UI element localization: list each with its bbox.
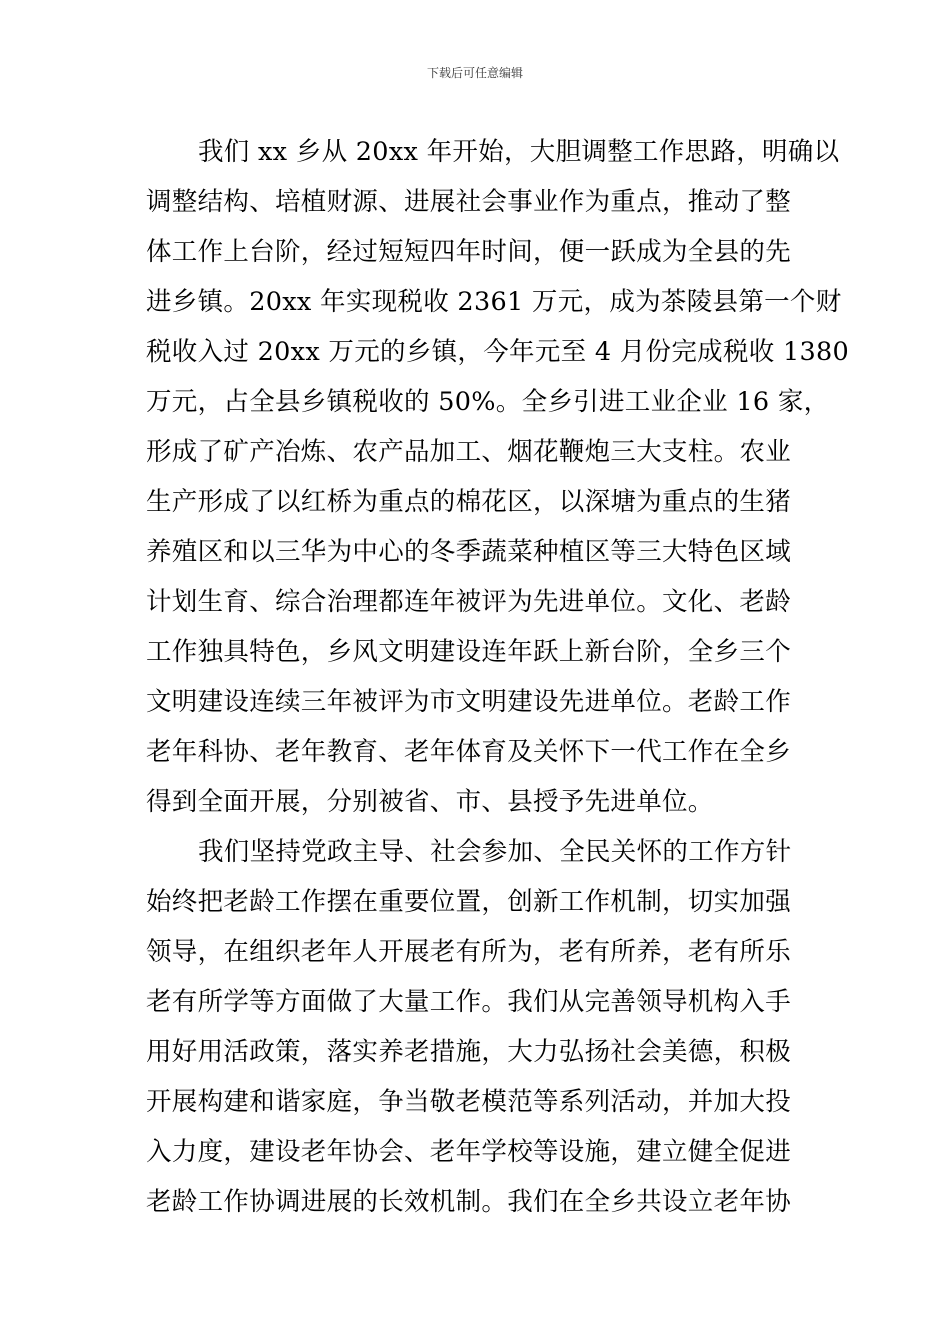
paragraph-line: 我们 xx 乡从 20xx 年开始，大胆调整工作思路，明确以 [198, 137, 840, 167]
paragraph-line: 进乡镇。20xx 年实现税收 2361 万元，成为茶陵县第一个财 [146, 287, 842, 317]
paragraph-line: 我们坚持党政主导、社会参加、全民关怀的工作方针 [198, 837, 792, 867]
paragraph-line: 领导，在组织老年人开展老有所为，老有所养，老有所乐 [146, 937, 792, 967]
paragraph-line: 开展构建和谐家庭，争当敬老模范等系列活动，并加大投 [146, 1087, 792, 1117]
paragraph-line: 万元，占全县乡镇税收的 50%。全乡引进工业企业 16 家， [146, 387, 830, 417]
paragraph-line: 税收入过 20xx 万元的乡镇，今年元至 4 月份完成税收 1380 [146, 337, 850, 367]
paragraph-line: 计划生育、综合治理都连年被评为先进单位。文化、老龄 [146, 587, 792, 617]
paragraph-line: 养殖区和以三华为中心的冬季蔬菜种植区等三大特色区域 [146, 537, 792, 567]
paragraph-line: 入力度，建设老年协会、老年学校等设施，建立健全促进 [146, 1137, 792, 1167]
paragraph-line: 始终把老龄工作摆在重要位置，创新工作机制，切实加强 [146, 887, 792, 917]
paragraph-line: 老有所学等方面做了大量工作。我们从完善领导机构入手 [146, 987, 792, 1017]
paragraph-line: 老年科协、老年教育、老年体育及关怀下一代工作在全乡 [146, 737, 792, 767]
paragraph-line: 用好用活政策，落实养老措施，大力弘扬社会美德，积极 [146, 1037, 792, 1067]
paragraph-line: 工作独具特色，乡风文明建设连年跃上新台阶，全乡三个 [146, 637, 792, 667]
paragraph-line: 得到全面开展，分别被省、市、县授予先进单位。 [146, 787, 714, 817]
page-header-note: 下载后可任意编辑 [426, 66, 523, 80]
paragraph-line: 老龄工作协调进展的长效机制。我们在全乡共设立老年协 [146, 1187, 792, 1217]
paragraph-line: 体工作上台阶，经过短短四年时间，便一跃成为全县的先 [146, 237, 792, 267]
paragraph-line: 生产形成了以红桥为重点的棉花区，以深塘为重点的生猪 [146, 487, 792, 517]
paragraph-line: 调整结构、培植财源、进展社会事业作为重点，推动了整 [146, 187, 792, 217]
paragraph-line: 形成了矿产冶炼、农产品加工、烟花鞭炮三大支柱。农业 [146, 437, 792, 467]
document-body [146, 127, 850, 1227]
paragraph-line: 文明建设连续三年被评为市文明建设先进单位。老龄工作 [146, 687, 792, 717]
